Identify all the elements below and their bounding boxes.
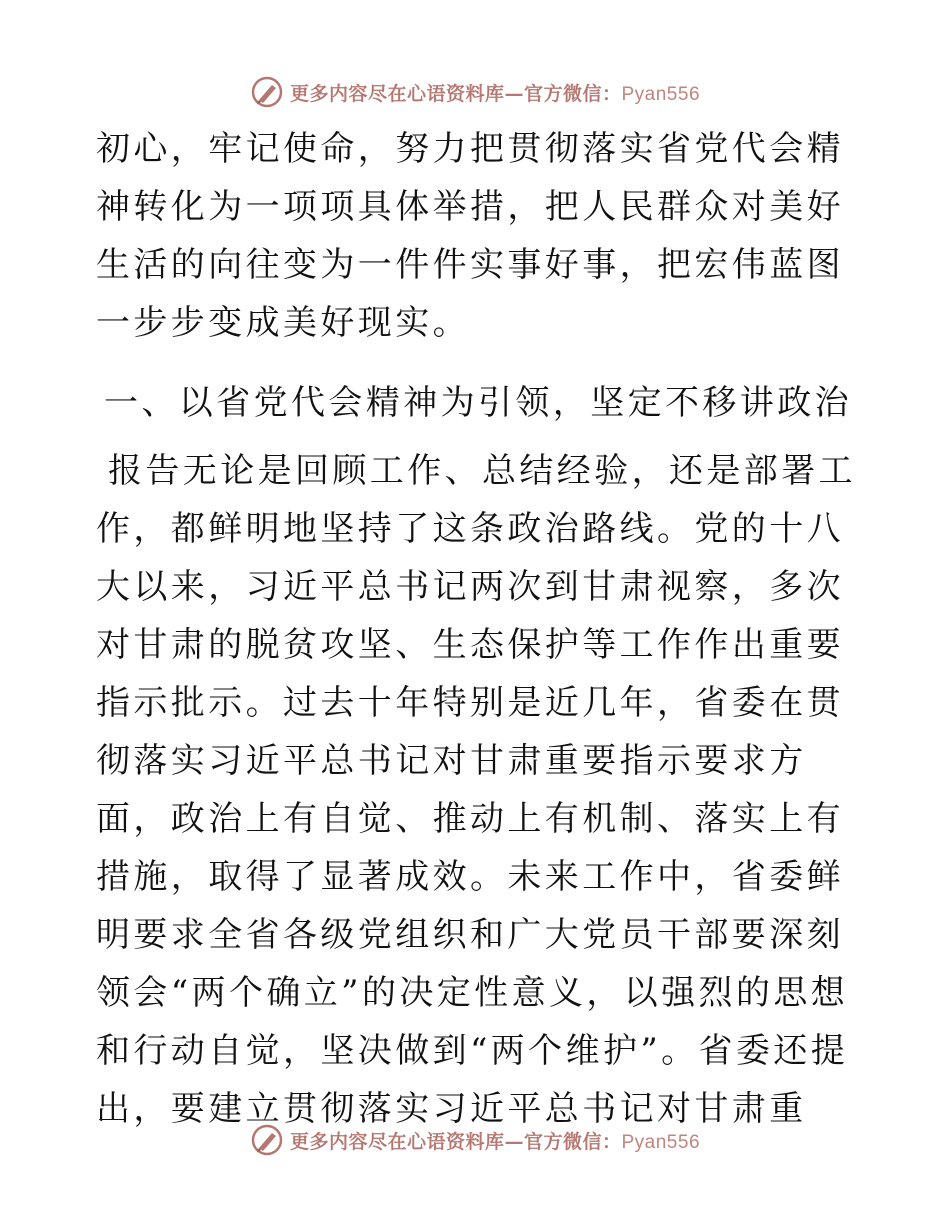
watermark-handle: Pyan556 bbox=[621, 83, 701, 105]
footer-watermark bbox=[0, 1120, 950, 1160]
paragraph-2: 报告无论是回顾工作、总结经验，还是部署工作，都鲜明地坚持了这条政治路线。党的十八大以来，习近平总书记两次到甘肃视察，多次对甘肃的脱贫攻坚、生态保护等工作作出重要指示批示。过去十年特别是近几年，省委在贯彻落实习近平总书记对甘肃重要指示要求方面，政治上有自觉、推动上有机制、落实上有措施，取得了显著成效。未来工作中，省委鲜明要求全省各级党组织和广大党员干部要深刻领会“两个确立”的决定性意义，以强烈的思想和行动自觉，坚决做到“两个维护”。省委还提出，要建立贯彻落实习近平总书记对甘肃重 bbox=[96, 451, 856, 1129]
paragraph-1: 初心，牢记使命，努力把贯彻落实省党代会精神转化为一项项具体举措，把人民群众对美好生活的向往变为一件件实事好事，把宏伟蓝图一步步变成美好现实。 bbox=[96, 129, 844, 343]
watermark-text: 更多内容尽在心语资料库—官方微信：Pyan556 bbox=[289, 1130, 701, 1153]
watermark-handle: Pyan556 bbox=[621, 1131, 701, 1153]
pen-logo-icon bbox=[250, 75, 284, 109]
pen-logo-icon bbox=[250, 1123, 284, 1157]
document-body bbox=[96, 120, 856, 1138]
section-heading-1: 一、以省党代会精神为引领，坚定不移讲政治 bbox=[104, 383, 852, 423]
header-watermark bbox=[0, 72, 950, 112]
watermark-text: 更多内容尽在心语资料库—官方微信：Pyan556 bbox=[289, 82, 701, 105]
